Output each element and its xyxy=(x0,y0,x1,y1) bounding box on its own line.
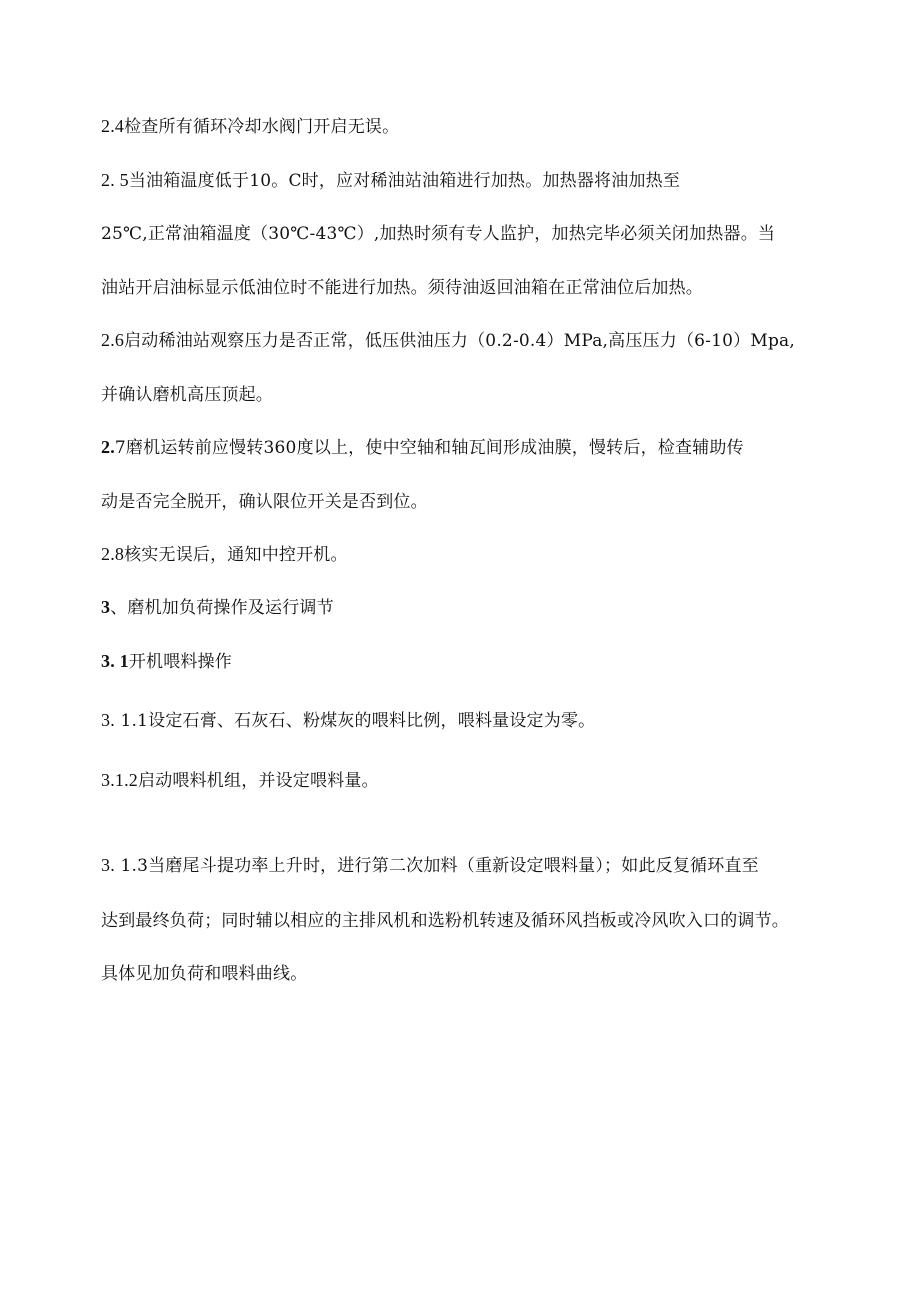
paragraph-text: 并确认磨机高压顶起。 xyxy=(101,385,273,405)
paragraph-text: 当油箱温度低于10。C时，应对稀油站油箱进行加热。加热器将油加热至 xyxy=(128,171,681,191)
paragraph-text: 核实无误后，通知中控开机。 xyxy=(124,545,348,565)
section-2-6 xyxy=(101,330,795,351)
section-number: 3. xyxy=(101,855,115,875)
section-number: 3. xyxy=(101,710,115,730)
section-2-7-line-2 xyxy=(101,491,428,512)
section-2-7 xyxy=(101,437,744,458)
section-number: 2.4 xyxy=(101,116,125,136)
section-2-5-line-2 xyxy=(101,223,775,244)
section-number: 2. 5 xyxy=(101,170,129,190)
paragraph-text: 启动稀油站观察压力是否正常，低压供油压力（0.2-0.4）MPa,高压压力（6-10）Mpa, xyxy=(124,331,795,351)
paragraph-text: 具体见加负荷和喂料曲线。 xyxy=(101,964,308,984)
section-number: 2.8 xyxy=(101,544,125,564)
paragraph-text: 检查所有循环冷却水阀门开启无误。 xyxy=(124,117,400,137)
section-3-1-3-line-3 xyxy=(101,963,307,984)
section-3-1-1 xyxy=(101,710,595,731)
section-3-1-3-line-2 xyxy=(101,910,789,931)
section-2-5 xyxy=(101,170,680,191)
section-3-1-heading xyxy=(101,651,232,672)
paragraph-text: 7磨机运转前应慢转360度以上，使中空轴和轴瓦间形成油膜，慢转后，检查辅助传 xyxy=(114,438,744,458)
section-heading: 开机喂料操作 xyxy=(128,652,233,672)
section-number: 3.1.2 xyxy=(101,770,138,790)
section-2-4 xyxy=(101,116,399,137)
section-3-1-2 xyxy=(101,770,379,791)
paragraph-text: 1.3当磨尾斗提功率上升时，进行第二次加料（重新设定喂料量）；如此反复循环直至 xyxy=(114,856,759,876)
section-heading: 、磨机加负荷操作及运行调节 xyxy=(110,598,334,618)
section-number: 2.6 xyxy=(101,330,125,350)
paragraph-text: 动是否完全脱开，确认限位开关是否到位。 xyxy=(101,492,428,512)
section-3-heading xyxy=(101,597,334,618)
section-2-6-line-2 xyxy=(101,384,273,405)
section-2-8 xyxy=(101,544,348,565)
paragraph-text: 25℃,正常油箱温度（30℃-43℃）,加热时须有专人监护，加热完毕必须关闭加热器。当 xyxy=(101,224,776,244)
section-number: 2. xyxy=(101,437,115,457)
paragraph-text: 达到最终负荷；同时辅以相应的主排风机和选粉机转速及循环风挡板或冷风吹入口的调节。 xyxy=(101,911,789,931)
paragraph-text: 启动喂料机组，并设定喂料量。 xyxy=(138,771,379,791)
section-3-1-3 xyxy=(101,855,759,876)
paragraph-text: 油站开启油标显示低油位时不能进行加热。须待油返回油箱在正常油位后加热。 xyxy=(101,278,703,298)
section-number: 3. 1 xyxy=(101,651,129,671)
section-number: 3 xyxy=(101,597,111,617)
paragraph-text: 1.1设定石膏、石灰石、粉煤灰的喂料比例，喂料量设定为零。 xyxy=(114,711,596,731)
section-2-5-line-3 xyxy=(101,277,703,298)
